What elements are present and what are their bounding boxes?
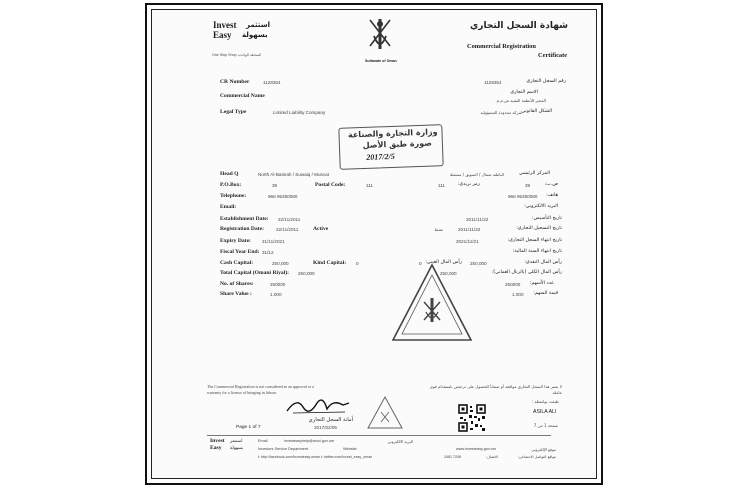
- postal-code-value-ar: 111: [438, 183, 445, 188]
- share-value-label: Share Value :: [220, 291, 252, 297]
- cr-number-label: CR Number: [220, 79, 250, 85]
- ministry-triangle-seal-icon: [390, 262, 474, 344]
- kind-capital-value: 0: [356, 261, 359, 266]
- footer-website-value: www.investeasy.gov.om: [456, 447, 496, 451]
- cash-capital-value: 250,000: [272, 261, 289, 266]
- footer-note-ar-2: عاملة.: [551, 390, 562, 395]
- certified-copy-stamp: [338, 124, 443, 170]
- total-capital-label-ar: رأس المال الكلي (بالريال العماني):: [491, 270, 562, 275]
- postal-code-value: 111: [366, 183, 373, 188]
- cr-number-label-ar: رقم السجل التجاري: [526, 79, 566, 84]
- legal-type-value: Limited Liability Company: [273, 110, 326, 115]
- status-value: Active: [313, 226, 329, 232]
- telephone-value: 968 96350080: [268, 194, 298, 199]
- kind-capital-value-ar: 0: [419, 261, 422, 266]
- cash-capital-label-ar: رأس المال النقدي:: [524, 260, 562, 265]
- commercial-name-value-ar: المجير للأنظمة التقنية ش.م.م: [496, 98, 546, 103]
- total-capital-label: Total Capital (Omani Riyal):: [220, 270, 289, 276]
- number-of-shares-label: No. of Shares:: [220, 281, 254, 287]
- footer-logo-arabic-1: استثمر: [230, 439, 243, 444]
- postal-code-label-ar: رمز بريدي:: [457, 182, 480, 187]
- po-box-label-ar: ص.ب:: [544, 182, 558, 187]
- footer-note-ar-1: لا يعتبر هذا السجل التجاري موافقة أو ضماناً للحصول على ترخيص باستقدام قوى: [429, 384, 562, 389]
- invest-easy-logo: [212, 20, 271, 51]
- legal-type-label: Legal Type: [220, 109, 247, 115]
- telephone-value-ar: 968 96350080: [508, 194, 538, 199]
- logo-tagline-en: One Stop Shop: [212, 53, 237, 57]
- footer-email-label: Email: [258, 439, 268, 443]
- kind-capital-label: Kind Capital:: [313, 260, 347, 266]
- footer-logo-arabic-2: بسهولة: [230, 446, 244, 451]
- establishment-date-value: 22/11/2011: [278, 217, 301, 222]
- fiscal-year-end-label: Fiscal Year End:: [220, 249, 260, 255]
- postal-code-label: Postal Code:: [315, 182, 346, 188]
- footer-invest-easy-logo: [210, 439, 250, 459]
- logo-tagline-ar: المحطة الواحدة: [238, 53, 262, 57]
- title-arabic: شهادة السجل التجاري: [470, 21, 568, 31]
- establishment-date-label: Establishment Date:: [220, 216, 269, 222]
- share-value-value: 1.000: [270, 292, 282, 297]
- stamp-line2: صورة طبق الأصل: [362, 138, 433, 150]
- signature-date: 2017/02/05: [314, 425, 337, 430]
- stamp-date: 2017/2/5: [366, 151, 395, 162]
- kind-capital-label-ar: رأس المال العيني:: [425, 260, 462, 265]
- head-q-label: Head Q: [220, 171, 239, 177]
- logo-invest-text: Invest: [213, 20, 237, 30]
- po-box-label: P.O.Box:: [220, 182, 242, 188]
- expiry-date-value-ar: 2021/11/21: [456, 239, 479, 244]
- cash-capital-label: Cash Capital:: [220, 260, 254, 266]
- footer-email-value: investeasyhelp@moci.gov.om: [284, 439, 335, 443]
- page-number-label: Page 1 of 7: [236, 425, 261, 430]
- number-of-shares-value: 250000: [270, 282, 286, 287]
- registration-date-value: 22/11/2011: [276, 227, 299, 232]
- legal-type-value-ar: شركة محدودة المسؤولية: [480, 110, 522, 115]
- fiscal-year-end-label-ar: تاريخ انتهاء السنة المالية:: [512, 249, 562, 254]
- status-value-ar: نشط: [434, 227, 443, 232]
- commercial-name-label-ar: الاسم التجاري: [510, 90, 538, 95]
- registration-date-value-ar: 2011/11/22: [458, 227, 481, 232]
- expiry-date-value: 21/11/2021: [262, 239, 285, 244]
- legal-type-label-ar: الشكل القانوني: [521, 109, 552, 114]
- head-q-label-ar: المركز الرئيسي: [518, 171, 550, 176]
- logo-arabic-2: بسهولة: [242, 31, 268, 39]
- oman-emblem-icon: [364, 16, 396, 58]
- footer-note-en-1: The Commercial Registration is not considered as an approval or a: [207, 384, 314, 389]
- footer-email-label-ar: البريد الالكتروني: [387, 439, 413, 444]
- registration-date-label: Registration Date:: [220, 226, 264, 232]
- footer-logo-easy: Easy: [210, 445, 222, 451]
- footer-phone-label-ar: الاتصال:: [485, 455, 498, 459]
- expiry-date-label: Expiry Date:: [220, 238, 251, 244]
- footer-website-label-ar: موقع الإلكتروني: [531, 447, 556, 452]
- stamp-line1: وزارة التجارة والصناعة: [347, 127, 438, 140]
- footer-round-seal-icon: [365, 394, 405, 432]
- logo-easy-text: Easy: [213, 30, 232, 40]
- cr-number-value: 1128354: [263, 80, 281, 85]
- emblem-caption: Sultanate of Oman: [365, 59, 397, 63]
- page-number-label-ar: صفحة 1 من 7: [533, 423, 558, 428]
- footer-service-label: Investors Service Department: [258, 447, 309, 451]
- share-value-value-ar: 1.000: [512, 292, 524, 297]
- footer-phone: 2481 7208: [444, 455, 461, 459]
- fiscal-year-end-value: 31/12: [262, 250, 274, 255]
- printed-by-name: ASILA ALI: [533, 409, 557, 415]
- number-of-shares-value-ar: 250000: [505, 282, 521, 287]
- logo-arabic-1: استثمر: [246, 21, 271, 29]
- email-label-ar: البريد الالكتروني:: [524, 204, 558, 209]
- po-box-value-ar: 39: [525, 183, 531, 188]
- establishment-date-value-ar: 2011/11/22: [466, 217, 489, 222]
- head-q-value-ar: الباطنة شمال / السويق / مسقط: [449, 172, 504, 177]
- footer-divider: [207, 435, 551, 436]
- title-english-line2: Certificate: [538, 52, 568, 59]
- establishment-date-label-ar: تاريخ التأسيس:: [532, 216, 562, 221]
- head-q-value: North Al-Batinah / Suwaiq / Muscat: [258, 172, 329, 177]
- footer-social-links: f: http://facebook.com/investeasy.oman t: twitter.com/invest_easy_oman: [258, 455, 373, 459]
- number-of-shares-label-ar: عدد الأسهم:: [529, 281, 554, 286]
- signature-icon: [283, 393, 353, 417]
- cash-capital-value-ar: 250,000: [470, 261, 487, 266]
- email-label: Email:: [220, 204, 237, 210]
- total-capital-value: 250,000: [298, 271, 315, 276]
- commercial-name-label: Commercial Name: [220, 93, 265, 99]
- telephone-label-ar: هاتف:: [546, 193, 558, 198]
- total-capital-value-ar: 250,000: [440, 271, 457, 276]
- footer-social-label-ar: مواقع التواصل الاجتماعي:: [517, 455, 556, 459]
- telephone-label: Telephone:: [220, 193, 247, 199]
- footer-note-en-2: warranty for a license of bringing in labour.: [207, 390, 277, 395]
- qr-code-icon: [458, 404, 486, 432]
- registration-date-label-ar: تاريخ التسجيل التجاري:: [516, 226, 562, 231]
- cr-number-value-ar: 1128354: [484, 80, 502, 85]
- printed-by-label-ar: طبعت بواسطة :: [531, 399, 559, 404]
- footer-website-label: Website: [343, 447, 357, 451]
- expiry-date-label-ar: تاريخ انتهاء السجل التجاري:: [507, 238, 562, 243]
- signature-label-ar: أمانة السجل التجاري: [308, 417, 353, 423]
- footer-logo-invest: Invest: [210, 438, 225, 444]
- po-box-value: 39: [272, 183, 278, 188]
- title-english-line1: Commercial Registration: [467, 43, 536, 50]
- share-value-label-ar: قيمة السهم:: [533, 291, 558, 296]
